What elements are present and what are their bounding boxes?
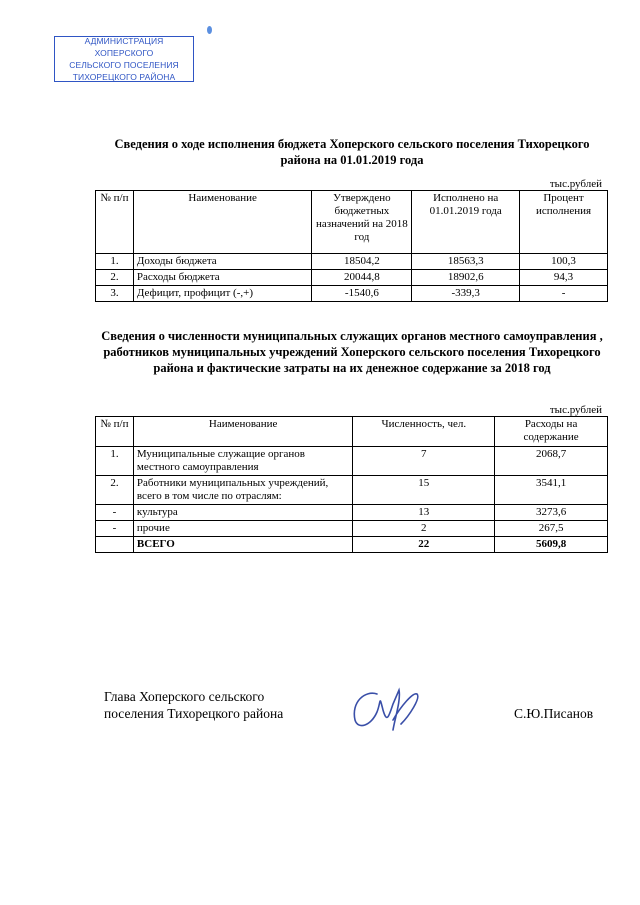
table-row bbox=[96, 476, 608, 505]
row-expenses: 3541,1 bbox=[495, 476, 608, 505]
row-number: 1. bbox=[96, 447, 134, 476]
total-row bbox=[96, 537, 608, 553]
row-name: Муниципальные служащие органов местного самоуправления bbox=[133, 447, 353, 476]
header-cell: Наименование bbox=[133, 191, 312, 254]
row-count: 13 bbox=[353, 505, 495, 521]
stamp-line-1: АДМИНИСТРАЦИЯ ХОПЕРСКОГО bbox=[84, 36, 164, 58]
row-executed: 18902,6 bbox=[412, 270, 520, 286]
budget-table bbox=[95, 190, 608, 302]
row-number bbox=[96, 537, 134, 553]
budget-unit-label: тыс.рублей bbox=[549, 178, 602, 190]
handwritten-signature bbox=[343, 680, 433, 736]
header-cell: № п/п bbox=[96, 417, 134, 447]
table-row bbox=[96, 447, 608, 476]
row-number: - bbox=[96, 505, 134, 521]
row-percent: - bbox=[520, 286, 608, 302]
table-row bbox=[96, 270, 608, 286]
table-header-row bbox=[96, 191, 608, 254]
row-name: Работники муниципальных учреждений, всего в том числе по отраслям: bbox=[133, 476, 353, 505]
header-cell: Процент исполнения bbox=[520, 191, 608, 254]
row-count: 7 bbox=[353, 447, 495, 476]
header-cell: Исполнено на 01.01.2019 года bbox=[412, 191, 520, 254]
header-cell: № п/п bbox=[96, 191, 134, 254]
row-name: культура bbox=[133, 505, 353, 521]
header-cell: Наименование bbox=[133, 417, 353, 447]
row-number: 3. bbox=[96, 286, 134, 302]
table-row bbox=[96, 505, 608, 521]
row-name: Дефицит, профицит (-,+) bbox=[133, 286, 312, 302]
row-expenses: 267,5 bbox=[495, 521, 608, 537]
row-count: 2 bbox=[353, 521, 495, 537]
ink-dot bbox=[207, 26, 212, 34]
row-approved: -1540,6 bbox=[312, 286, 412, 302]
header-cell: Утверждено бюджетных назначений на 2018 год bbox=[312, 191, 412, 254]
position-line-2: поселения Тихорецкого района bbox=[104, 706, 284, 721]
row-percent: 100,3 bbox=[520, 254, 608, 270]
signatory-name: С.Ю.Писанов bbox=[514, 706, 594, 721]
row-number: - bbox=[96, 521, 134, 537]
position-line-1: Глава Хоперского сельского bbox=[104, 689, 265, 704]
administration-stamp bbox=[54, 36, 194, 82]
table-row bbox=[96, 286, 608, 302]
row-number: 2. bbox=[96, 270, 134, 286]
total-label: ВСЕГО bbox=[133, 537, 353, 553]
row-percent: 94,3 bbox=[520, 270, 608, 286]
row-number: 1. bbox=[96, 254, 134, 270]
row-name: прочие bbox=[133, 521, 353, 537]
header-cell: Численность, чел. bbox=[353, 417, 495, 447]
row-expenses: 3273,6 bbox=[495, 505, 608, 521]
staff-section-title: Сведения о численности муниципальных служащих органов местного самоуправления , работников муниципальных учреждений Хоперского сельского поселения Тихорецкого района и фактические затраты на их денежное содержание за 2018 год bbox=[101, 329, 603, 375]
table-row bbox=[96, 254, 608, 270]
signatory-position bbox=[104, 688, 283, 722]
row-count: 15 bbox=[353, 476, 495, 505]
row-executed: -339,3 bbox=[412, 286, 520, 302]
table-header-row bbox=[96, 417, 608, 447]
staff-unit-label: тыс.рублей bbox=[549, 404, 602, 416]
row-name: Расходы бюджета bbox=[133, 270, 312, 286]
row-executed: 18563,3 bbox=[412, 254, 520, 270]
row-approved: 18504,2 bbox=[312, 254, 412, 270]
row-number: 2. bbox=[96, 476, 134, 505]
budget-section-title: Сведения о ходе исполнения бюджета Хоперского сельского поселения Тихорецкого района на 01.01.2019 года bbox=[114, 137, 590, 167]
stamp-line-3: ТИХОРЕЦКОГО РАЙОНА bbox=[72, 72, 176, 82]
staff-table bbox=[95, 416, 608, 553]
total-count: 22 bbox=[353, 537, 495, 553]
header-cell: Расходы на содержание bbox=[495, 417, 608, 447]
row-approved: 20044,8 bbox=[312, 270, 412, 286]
table-row bbox=[96, 521, 608, 537]
row-expenses: 2068,7 bbox=[495, 447, 608, 476]
row-name: Доходы бюджета bbox=[133, 254, 312, 270]
stamp-line-2: СЕЛЬСКОГО ПОСЕЛЕНИЯ bbox=[69, 60, 179, 70]
total-expenses: 5609,8 bbox=[495, 537, 608, 553]
